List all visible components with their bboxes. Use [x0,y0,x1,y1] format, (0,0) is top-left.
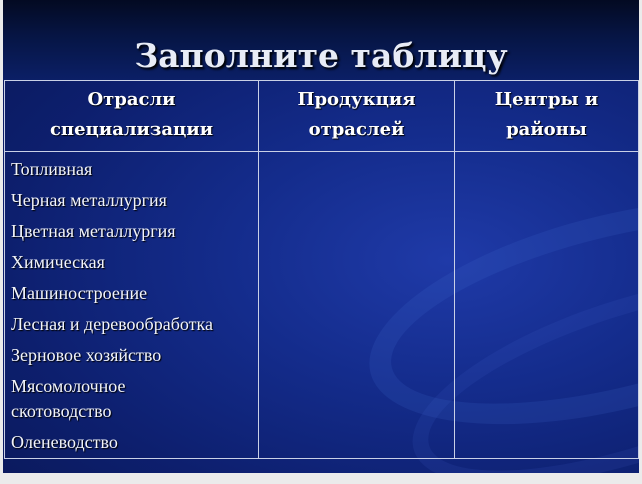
column-header-industries [5,81,259,152]
industry-reindeer-herding: Оленеводство [11,432,118,452]
industry-meat-dairy-cattle: Мясомолочное скотоводство [11,376,126,421]
table-header-row [5,81,639,152]
industry-grain-farming: Зерновое хозяйство [11,345,162,365]
column-header-label: Центры и районы [494,89,599,140]
table-body-row [5,152,639,459]
industries-cell [5,152,259,459]
slide-title: Заполните таблицу [134,36,508,75]
industry-ferrous-metallurgy: Черная металлургия [11,190,167,210]
column-header-products [259,81,455,152]
industry-fuel: Топливная [11,159,93,179]
column-header-label: Продукция отраслей [297,89,416,140]
industry-list [5,152,258,458]
centers-cell [455,152,639,459]
products-cell [259,152,455,459]
industry-machine-building: Машиностроение [11,283,148,303]
specialization-table [4,80,639,459]
industry-forestry-woodworking: Лесная и деревообработка [11,314,213,334]
column-header-label: Отрасли специализации [49,89,214,140]
industry-chemical: Химическая [11,252,105,272]
slide [3,0,639,473]
column-header-centers [455,81,639,152]
industry-nonferrous-metallurgy: Цветная металлургия [11,221,176,241]
